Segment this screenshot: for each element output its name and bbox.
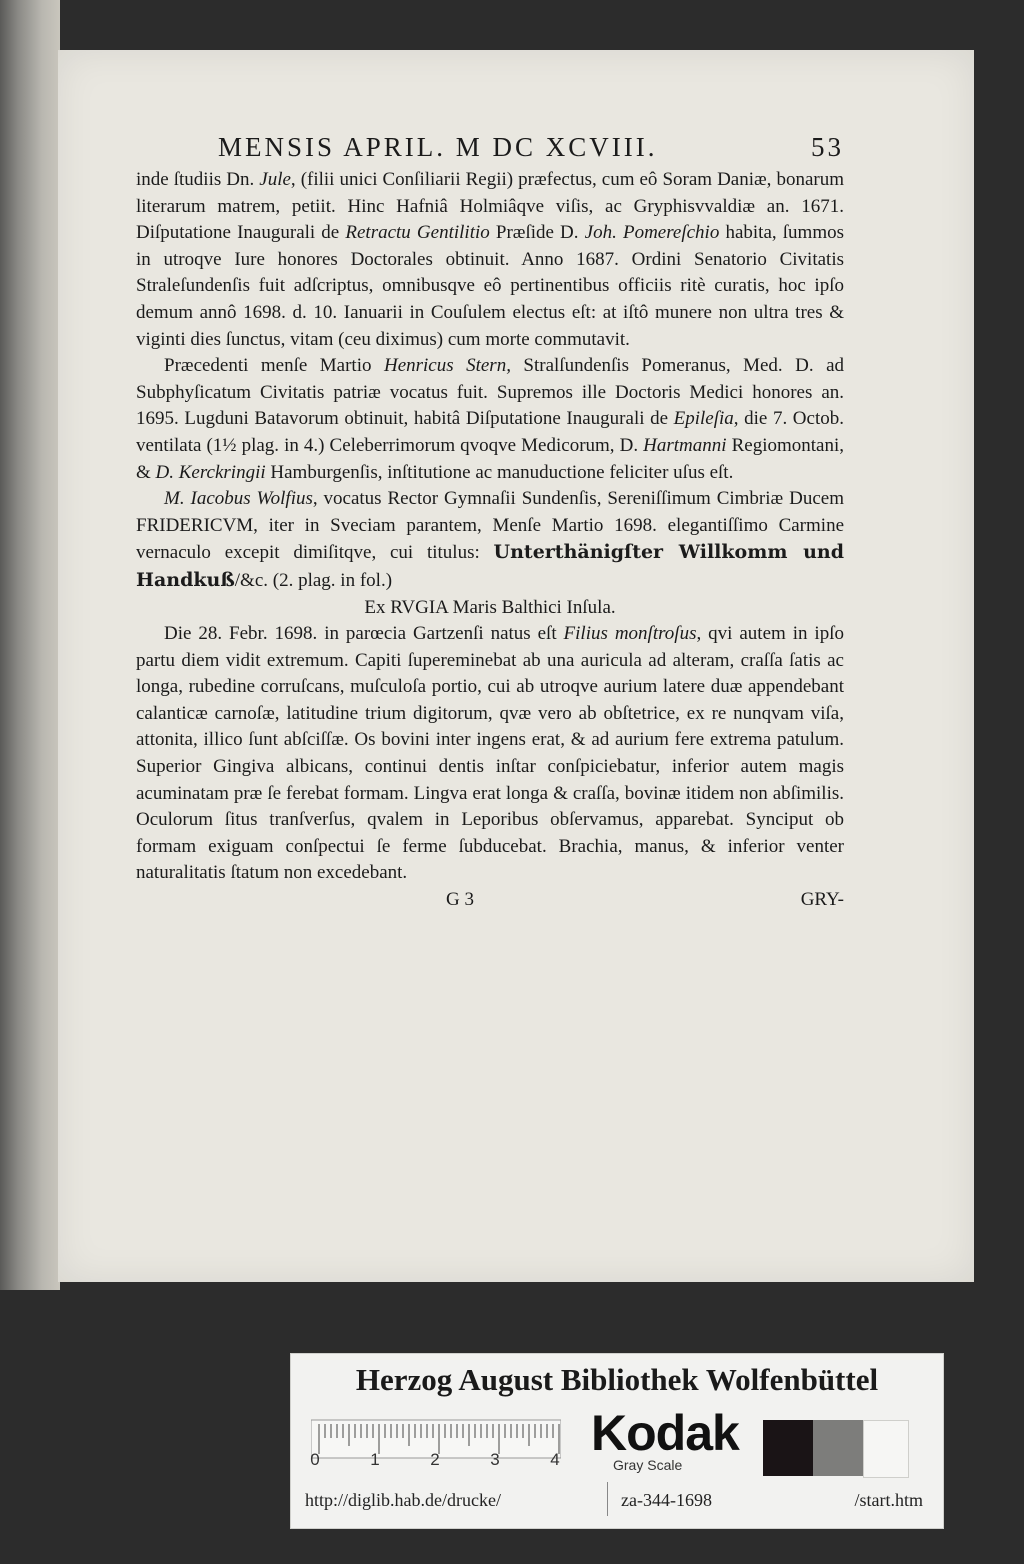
running-title: MENSIS APRIL. M DC XCVIII.: [218, 132, 658, 162]
library-color-card: [290, 1353, 944, 1529]
shelfmark: za-344-1698: [621, 1490, 712, 1510]
swatch-black: [763, 1420, 813, 1476]
digital-library-url: http://diglib.hab.de/drucke/: [305, 1490, 501, 1510]
paragraph-monstrosus: [136, 621, 844, 887]
section-heading: Ex RVGIA Maris Balthici Inſula.: [364, 596, 616, 618]
text-run: Joh. Pomereſchio: [584, 222, 720, 244]
ruler-number: 3: [490, 1450, 500, 1469]
text-run: , die 7. Octob. ventilata (1½ plag. in 4.) Celeberrimorum qvoqve Medicorum, D.: [136, 408, 844, 456]
text-run: D. Kerckringii: [155, 461, 266, 483]
text-run: inde ſtudiis Dn.: [136, 169, 260, 190]
kodak-logo: Kodak: [591, 1405, 739, 1461]
page-number: 53: [811, 132, 844, 162]
ruler-number: 1: [370, 1450, 380, 1469]
ruler-number: 2: [430, 1450, 440, 1469]
text-run: , (filii unici Conſiliarii Regii) præfectus, cum eô Soram Daniæ, bonarum literarum matrem, petiit. Hinc Hafniâ Holmiâqve viſis, ac Gryphisvvaldiæ an. 1671. Diſputatione Inaugurali de: [136, 169, 844, 244]
text-run: Unterthänigſter Willkomm und Handkuß: [136, 541, 844, 591]
paragraph-wolfius: [136, 486, 844, 594]
swatch-gray: [813, 1420, 863, 1476]
ruler-number: 4: [550, 1450, 560, 1469]
running-head: [136, 132, 844, 163]
paragraph-stern: [136, 353, 844, 486]
text-run: Henricus Stern,: [383, 355, 511, 377]
start-link: /start.htm: [854, 1490, 923, 1510]
text-block: [136, 132, 844, 913]
text-run: , vocatus Rector Gymnaſii Sundenſis, Sereniſſimum Cimbriæ Ducem FRIDERICVM, iter in Sveciam parantem, Menſe Martio 1698. elegantiſſimo Carmine vernaculo excepit dimiſitqve, cui titulus:: [136, 488, 844, 564]
text-run: Epileſia: [673, 408, 734, 430]
ruler-numbers: [305, 1450, 565, 1470]
text-run: Retractu Gentilitio: [345, 222, 490, 244]
page-footer: [136, 887, 844, 913]
text-run: Hamburgenſis, inſtitutione ac manuductione feliciter uſus eſt.: [265, 461, 734, 483]
text-run: Jule: [259, 169, 291, 190]
signature-mark: G 3: [446, 889, 474, 911]
text-run: Die 28. Febr. 1698. in parœcia Gartzenſi natus eſt: [164, 623, 564, 645]
book-edge: [0, 0, 60, 1290]
text-run: Filius monſtroſus: [563, 623, 697, 645]
gray-scale-label: Gray Scale: [613, 1457, 683, 1473]
divider: [607, 1482, 608, 1516]
text-run: Præſide D.: [489, 222, 585, 244]
text-run: M. Iacobus Wolfius: [164, 488, 313, 510]
text-run: /&c. (2. plag. in fol.): [234, 569, 393, 591]
text-run: , qvi autem in ipſo partu diem vidit extremum. Capiti ſupereminebat ab una auricula ad alteram, craſſa ſatis ac longa, rubedine corruſcans, muſculoſa portio, cui ab utroqve aurium latere duæ appendebant calanticæ carnoſæ, latitudine trium digitorum, qvæ vero ab obſtetrice, ex re nunqvam viſa, attonita, illico ſunt abſciſſæ. Os bovini inter ingens erat, & ad aurium fere extrema patulum. Superior Gingiva albicans, continui dentis inſtar conſpiciebatur, inferior autem magis acuminatam præ ſe ferebat formam. Lingva erat longa & craſſa, bovinæ itidem non abſimilis. Oculorum ſitus tranſverſus, qvalem in Leporibus obſervamus, apparebat. Synciput ob formam exiguam conſpectui ſe ferme ſubducebat. Brachia, manus, & inferior venter naturalitatis ſtatum non excedebant.: [136, 623, 844, 884]
swatch-white: [863, 1420, 909, 1478]
paragraph-jule: [136, 167, 844, 353]
text-run: Præcedenti menſe Martio: [164, 355, 384, 377]
text-run: Regiomontani, &: [136, 434, 845, 483]
library-name: Herzog August Bibliothek Wolfenbüttel: [355, 1362, 879, 1397]
catchword: GRY-: [800, 889, 844, 911]
text-run: Hartmanni: [643, 434, 727, 456]
ruler-number: 0: [310, 1450, 320, 1469]
document-page: [58, 50, 974, 1282]
text-run: habita, ſummos in utroqve Iure honores Doctorales obtinuit. Anno 1687. Ordini Senatorio Civitatis Straleſundenſis fuit adſcriptus, omnibusqve eô pertinentibus officiis ritè curatis, hoc ipſo demum annô 1698. d. 10. Ianuarii in Couſulem electus eſt: at iſtô munere non ultra tres & viginti dies ſunctus, vitam (ceu diximus) cum morte commutavit.: [136, 222, 844, 350]
text-run: Stralſundenſis Pomeranus, Med. D. ad Subphyſicatum Civitatis patriæ vocatus fuit. Supremos ille Doctoris Medici honores an. 1695. Lugduni Batavorum obtinuit, habitâ Diſputatione Inaugurali de: [136, 355, 845, 430]
